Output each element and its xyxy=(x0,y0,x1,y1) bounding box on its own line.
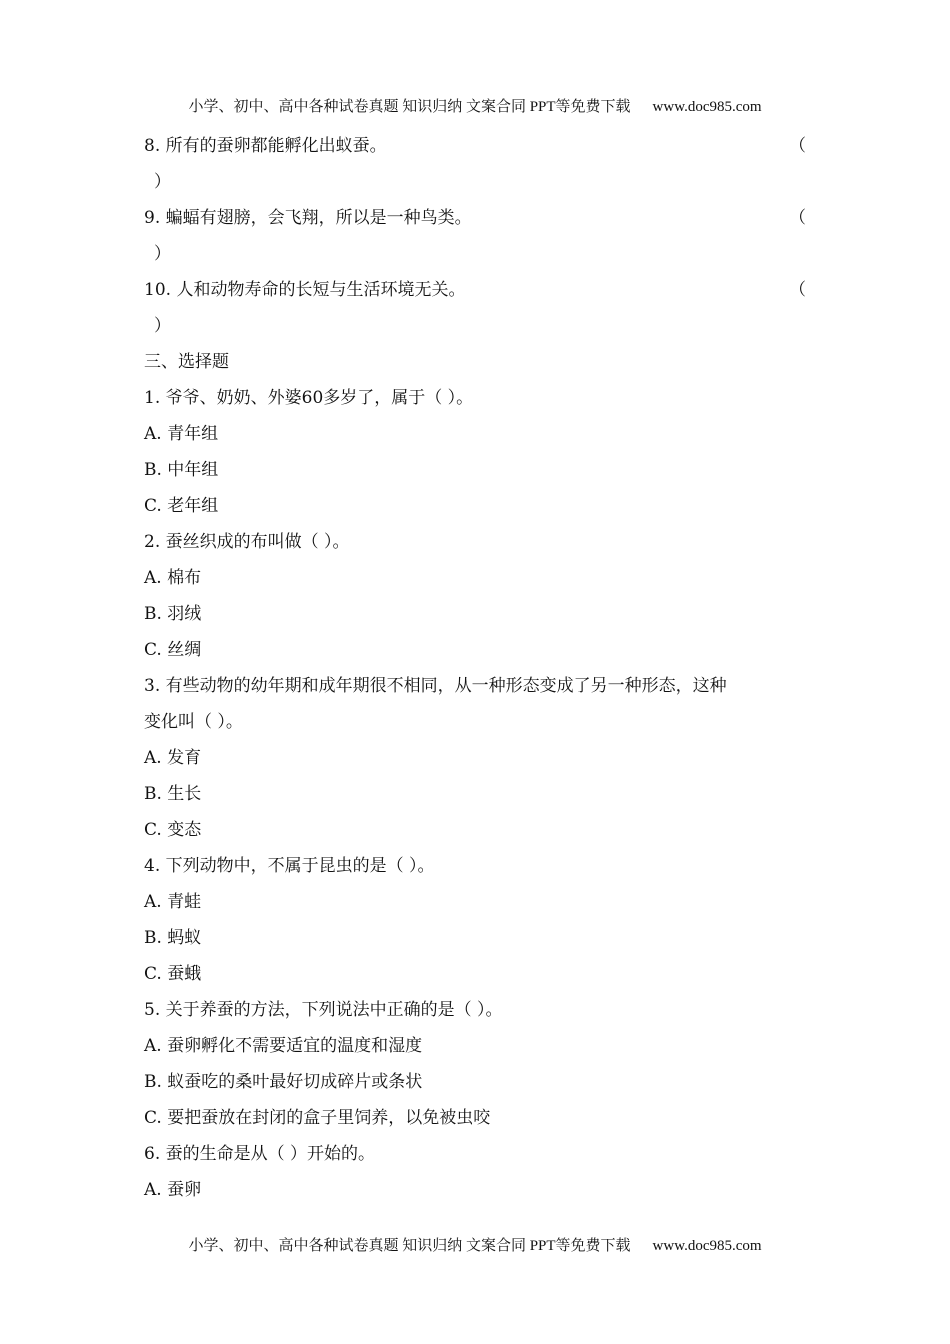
question-stem-1: 1. 爷爷、奶奶、外婆60多岁了，属于（ ）。 xyxy=(144,388,474,408)
answer-paren-close: ） xyxy=(154,316,171,336)
option-1c: C. 老年组 xyxy=(144,496,219,516)
answer-paren-open: （ xyxy=(789,280,806,300)
option-4c: C. 蚕蛾 xyxy=(144,964,202,984)
answer-paren-open: （ xyxy=(789,208,806,228)
option-1a: A. 青年组 xyxy=(144,424,219,444)
tf-question-text: 10. 人和动物寿命的长短与生活环境无关。 xyxy=(144,280,466,300)
option-2c: C. 丝绸 xyxy=(144,640,202,660)
question-stem-5: 5. 关于养蚕的方法，下列说法中正确的是（ ）。 xyxy=(144,1000,503,1020)
question-stem-2: 2. 蚕丝织成的布叫做（ ）。 xyxy=(144,532,350,552)
tf-question-9 xyxy=(144,200,806,236)
section-title: 三、选择题 xyxy=(144,352,229,372)
answer-paren-open: （ xyxy=(789,136,806,156)
option-5c: C. 要把蚕放在封闭的盒子里饲养，以免被虫咬 xyxy=(144,1108,491,1128)
answer-paren-close: ） xyxy=(154,244,171,264)
header-site-link[interactable]: www.doc985.com xyxy=(652,99,762,115)
option-4b: B. 蚂蚁 xyxy=(144,928,202,948)
option-2a: A. 棉布 xyxy=(144,568,202,588)
option-5a: A. 蚕卵孵化不需要适宜的温度和湿度 xyxy=(144,1036,423,1056)
question-stem-4: 4. 下列动物中，不属于昆虫的是（ ）。 xyxy=(144,856,435,876)
option-3b: B. 生长 xyxy=(144,784,202,804)
option-1b: B. 中年组 xyxy=(144,460,219,480)
document-body xyxy=(144,128,806,1208)
page-footer xyxy=(0,1234,950,1255)
question-stem-3-continued: 变化叫（ ）。 xyxy=(144,712,243,732)
page-header xyxy=(0,95,950,116)
option-4a: A. 青蛙 xyxy=(144,892,202,912)
answer-paren-close: ） xyxy=(154,172,171,192)
question-stem-3: 3. 有些动物的幼年期和成年期很不相同，从一种形态变成了另一种形态，这种 xyxy=(144,676,727,696)
tf-question-text: 8. 所有的蚕卵都能孵化出蚁蚕。 xyxy=(144,136,387,156)
tf-question-text: 9. 蝙蝠有翅膀，会飞翔，所以是一种鸟类。 xyxy=(144,208,472,228)
option-2b: B. 羽绒 xyxy=(144,604,202,624)
tf-question-8 xyxy=(144,128,806,164)
footer-text: 小学、初中、高中各种试卷真题 知识归纳 文案合同 PPT等免费下载 xyxy=(188,1238,631,1254)
footer-site-link[interactable]: www.doc985.com xyxy=(652,1238,762,1254)
header-text: 小学、初中、高中各种试卷真题 知识归纳 文案合同 PPT等免费下载 xyxy=(188,99,631,115)
question-stem-6: 6. 蚕的生命是从（ ）开始的。 xyxy=(144,1144,376,1164)
tf-question-10 xyxy=(144,272,806,308)
option-6a: A. 蚕卵 xyxy=(144,1180,202,1200)
option-5b: B. 蚁蚕吃的桑叶最好切成碎片或条状 xyxy=(144,1072,423,1092)
option-3c: C. 变态 xyxy=(144,820,202,840)
option-3a: A. 发育 xyxy=(144,748,202,768)
